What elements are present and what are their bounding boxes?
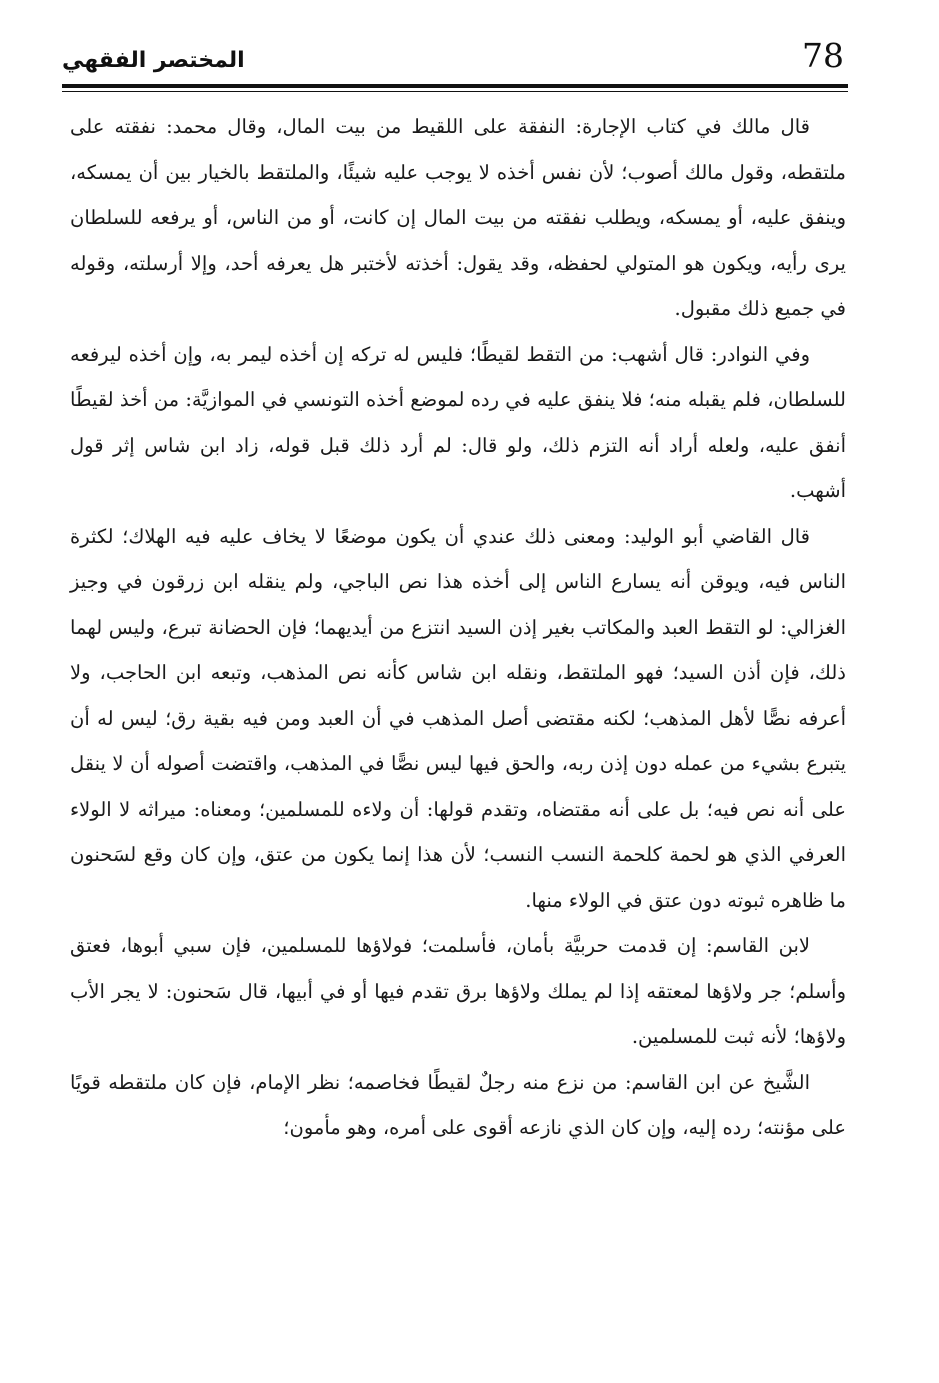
paragraph-4: لابن القاسم: إن قدمت حربيَّة بأمان، فأسلمت؛ فولاؤها للمسلمين، فإن سبي أبوها، فعتق وأسلم؛ جر ولاؤها لمعتقه إذا لم يملك ولاؤها برق تقدم فيها أو في أبيها، قال سَحنون: لا يجر الأب ولاؤها؛ لأنه ثبت للمسلمين. [70,934,846,1048]
book-title: المختصر الفقهي [62,48,245,73]
paragraph-3: قال القاضي أبو الوليد: ومعنى ذلك عندي أن يكون موضعًا لا يخاف عليه فيه الهلاك؛ لكثرة الناس فيه، ويوقن أنه يسارع الناس إلى أخذه هذا نص الباجي، ولم ينقله ابن زرقون في وجيز الغزالي: لو التقط العبد والمكاتب بغير إذن السيد انتزع من أيديهما؛ فإن الحضانة تبرع، وليس لهما ذلك، فإن أذن السيد؛ فهو الملتقط، ونقله ابن شاس كأنه نص المذهب، وتبعه ابن الحاجب، ولا أعرفه نصًّا لأهل المذهب؛ لكنه مقتضى أصل المذهب في أن العبد ومن فيه بقية رق؛ ليس له أن يتبرع بشيء من عمله دون إذن ربه، والحق فيها ليس نصًّا في المذهب، واقتضت أصوله أن لا ينقل على أنه نص فيه؛ بل على أنه مقتضاه، وتقدم قولها: أن ولاءه للمسلمين؛ ومعناه: ميراثه لا الولاء العرفي الذي هو لحمة كلحمة النسب النسب؛ لأن هذا إنما يكون من عتق، وإن كان وقع لسَحنون ما ظاهره ثبوته دون عتق في الولاء منها. [70,524,846,912]
body-text [70,104,846,1151]
header-rule-thick [62,84,848,88]
paragraph-5: الشَّيخ عن ابن القاسم: من نزع منه رجلٌ لقيطًا فخاصمه؛ نظر الإمام، فإن كان ملتقطه قويًا على مؤنته؛ رده إليه، وإن كان الذي نازعه أقوى على أمره، وهو مأمون؛ [70,1070,846,1139]
paragraph-1: قال مالك في كتاب الإجارة: النفقة على اللقيط من بيت المال، وقال محمد: نفقته على ملتقطه، وقول مالك أصوب؛ لأن نفس أخذه لا يوجب عليه شيئًا، والملتقط بالخيار بين أن يمسكه، وينفق عليه، أو يمسكه، ويطلب نفقته من بيت المال إن كانت، أو من الناس، أو يرفعه للسلطان يرى رأيه، ويكون هو المتولي لحفظه، وقد يقول: أخذته لأختبر هل يعرفه أحد، وإلا أرسلته، وقوله في جميع ذلك مقبول. [70,115,846,320]
paragraph-2: وفي النوادر: قال أشهب: من التقط لقيطًا؛ فليس له تركه إن أخذه ليمر به، وإن أخذه ليرفعه للسلطان، فلم يقبله منه؛ فلا ينفق عليه في رده لموضع أخذه التونسي في الموازيَّة: من أخذ لقيطًا أنفق عليه، ولعله أراد أنه التزم ذلك، ولو قال: لم أرد ذلك قبل قوله، زاد ابن شاس إثر قول أشهب. [70,342,846,502]
page-number: 78 [802,36,844,75]
header-rule-thin [62,91,848,92]
page-header [62,36,848,94]
